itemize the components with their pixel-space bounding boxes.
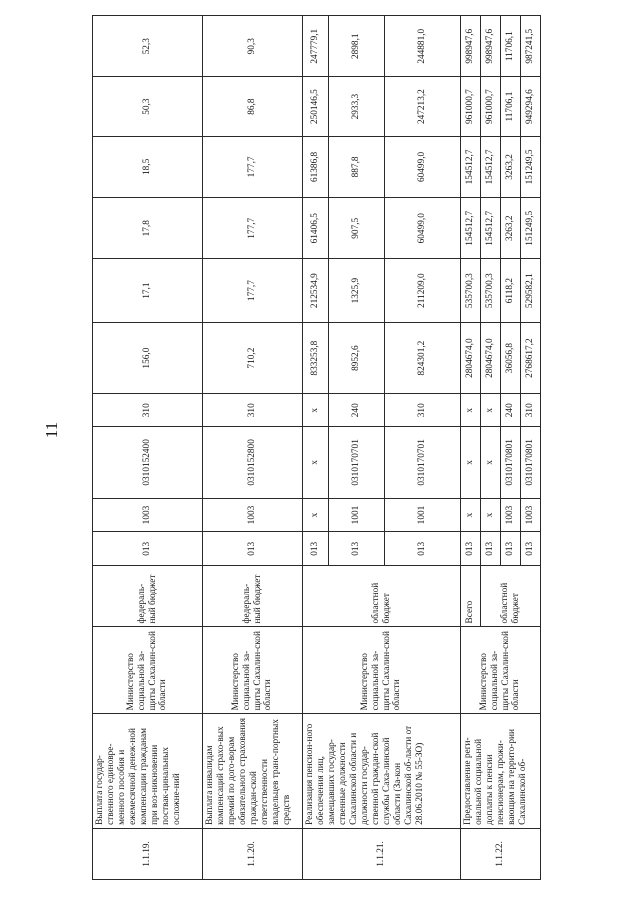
vr-code: 310 [385, 394, 461, 427]
csr-code: 0310152800 [203, 427, 303, 499]
grbs-code: 013 [385, 532, 461, 566]
grbs-code: 013 [329, 532, 385, 566]
total-label: Всего [461, 566, 481, 627]
year-2017-value: 247213,2 [385, 77, 461, 136]
year-2015-value: 151249,5 [521, 198, 541, 259]
row-number: 1.1.21. [303, 828, 461, 879]
grbs-code: 013 [93, 532, 203, 566]
rzpr-code: 1003 [521, 498, 541, 532]
year-2016-value: 177,7 [203, 136, 303, 197]
year-2017-value: 50,3 [93, 77, 203, 136]
vr-code: 310 [93, 394, 203, 427]
vr-code: 240 [329, 394, 385, 427]
year-2014-value: 17,1 [93, 259, 203, 322]
row-number: 1.1.22. [461, 828, 541, 879]
table-row [303, 16, 329, 880]
rzpr-code: 1003 [93, 498, 203, 532]
total-value: 2768617,2 [521, 322, 541, 394]
total-value: 2804674,0 [461, 322, 481, 394]
ministry-name: Министерство социальной за-щиты Сахалин-ской области [93, 627, 203, 714]
measure-name: Выплата инвалидам компенсаций страхо-вых премий по дого-ворам обязательного страхования граждан-ской ответственности владельцев транс-портных средств [203, 714, 303, 829]
year-2014-value: 535700,3 [481, 259, 501, 322]
year-2014-value: 529582,1 [521, 259, 541, 322]
year-2018-value: 90,3 [203, 16, 303, 77]
csr-code: х [303, 427, 329, 499]
total-value: 156,0 [93, 322, 203, 394]
rzpr-code: х [461, 498, 481, 532]
year-2014-value: 535700,3 [461, 259, 481, 322]
rotated-table-frame [92, 15, 540, 880]
vr-code: х [481, 394, 501, 427]
year-2016-value: 60499,0 [385, 136, 461, 197]
total-value: 2804674,0 [481, 322, 501, 394]
year-2015-value: 154512,7 [461, 198, 481, 259]
year-2015-value: 17,8 [93, 198, 203, 259]
measure-name: Предоставление реги-ональной социальной доплаты к пенсии пенсионерам, прожи-вающим на террито-рии Сахалинской об- [461, 714, 541, 829]
table-row [93, 16, 203, 880]
funding-source: федераль-ный бюджет [93, 566, 203, 627]
grbs-code: 013 [203, 532, 303, 566]
year-2018-value: 52,3 [93, 16, 203, 77]
csr-code: 0310170701 [329, 427, 385, 499]
budget-table-sheet [92, 15, 540, 880]
csr-code: х [461, 427, 481, 499]
year-2017-value: 2933,3 [329, 77, 385, 136]
total-value: 710,2 [203, 322, 303, 394]
csr-code: х [481, 427, 501, 499]
grbs-code: 013 [303, 532, 329, 566]
year-2016-value: 151249,5 [521, 136, 541, 197]
year-2018-value: 244881,0 [385, 16, 461, 77]
rzpr-code: х [303, 498, 329, 532]
measure-name: Выплата государ-ственного единовре-менного пособия и ежемесячной денеж-ной компенсации гражданам при воз-никновении поствак-цинальных осложне-ний [93, 714, 203, 829]
year-2014-value: 212534,9 [303, 259, 329, 322]
grbs-code: 013 [521, 532, 541, 566]
grbs-code: 013 [461, 532, 481, 566]
year-2017-value: 961000,7 [481, 77, 501, 136]
year-2016-value: 18,5 [93, 136, 203, 197]
year-2015-value: 3263,2 [501, 198, 521, 259]
rzpr-code: 1001 [385, 498, 461, 532]
grbs-code: 013 [501, 532, 521, 566]
table-row [203, 16, 303, 880]
total-value: 833253,8 [303, 322, 329, 394]
year-2018-value: 2898,1 [329, 16, 385, 77]
year-2016-value: 154512,7 [481, 136, 501, 197]
grbs-code: 013 [481, 532, 501, 566]
year-2018-value: 247779,1 [303, 16, 329, 77]
year-2015-value: 154512,7 [481, 198, 501, 259]
funding-source: областной бюджет [481, 566, 541, 627]
funding-source: областной бюджет [303, 566, 461, 627]
row-number: 1.1.20. [203, 828, 303, 879]
page-number: 11 [42, 421, 62, 439]
year-2017-value: 250146,5 [303, 77, 329, 136]
rzpr-code: х [481, 498, 501, 532]
year-2014-value: 1325,9 [329, 259, 385, 322]
vr-code: х [461, 394, 481, 427]
year-2015-value: 60499,0 [385, 198, 461, 259]
year-2016-value: 887,8 [329, 136, 385, 197]
year-2017-value: 11706,1 [501, 77, 521, 136]
year-2017-value: 86,8 [203, 77, 303, 136]
year-2018-value: 998947,6 [481, 16, 501, 77]
year-2015-value: 61406,5 [303, 198, 329, 259]
rzpr-code: 1001 [329, 498, 385, 532]
year-2014-value: 6118,2 [501, 259, 521, 322]
vr-code: х [303, 394, 329, 427]
year-2016-value: 3263,2 [501, 136, 521, 197]
table-row [461, 16, 481, 880]
vr-code: 310 [521, 394, 541, 427]
csr-code: 0310152400 [93, 427, 203, 499]
year-2015-value: 177,7 [203, 198, 303, 259]
total-value: 8952,6 [329, 322, 385, 394]
year-2018-value: 998947,6 [461, 16, 481, 77]
vr-code: 310 [203, 394, 303, 427]
csr-code: 0310170801 [501, 427, 521, 499]
ministry-name: Министерство социальной за-щиты Сахалин-ской области [203, 627, 303, 714]
year-2018-value: 987241,5 [521, 16, 541, 77]
rzpr-code: 1003 [501, 498, 521, 532]
year-2017-value: 949294,6 [521, 77, 541, 136]
year-2018-value: 11706,1 [501, 16, 521, 77]
row-number: 1.1.19. [93, 828, 203, 879]
funding-source: федераль-ный бюджет [203, 566, 303, 627]
year-2014-value: 211209,0 [385, 259, 461, 322]
year-2014-value: 177,7 [203, 259, 303, 322]
measure-name: Реализация пенсион-ного обеспечения лиц, замещавших государ-ственные должности Сахалинской области и должности государ-ственной граждан-ской службы Саха-линской области (За-кон Сахалинской об-ласти от 28.06.2010 № 55-ЗО) [303, 714, 461, 829]
csr-code: 0310170701 [385, 427, 461, 499]
total-value: 824301,2 [385, 322, 461, 394]
ministry-name: Министерство социальной за-щиты Сахалин-ской области [303, 627, 461, 714]
vr-code: 240 [501, 394, 521, 427]
year-2017-value: 961000,7 [461, 77, 481, 136]
year-2016-value: 61386,8 [303, 136, 329, 197]
rzpr-code: 1003 [203, 498, 303, 532]
csr-code: 0310170801 [521, 427, 541, 499]
total-value: 36056,8 [501, 322, 521, 394]
year-2015-value: 907,5 [329, 198, 385, 259]
year-2016-value: 154512,7 [461, 136, 481, 197]
ministry-name: Министерство социальной за-щиты Сахалин-ской области [461, 627, 541, 714]
budget-table [92, 15, 541, 880]
